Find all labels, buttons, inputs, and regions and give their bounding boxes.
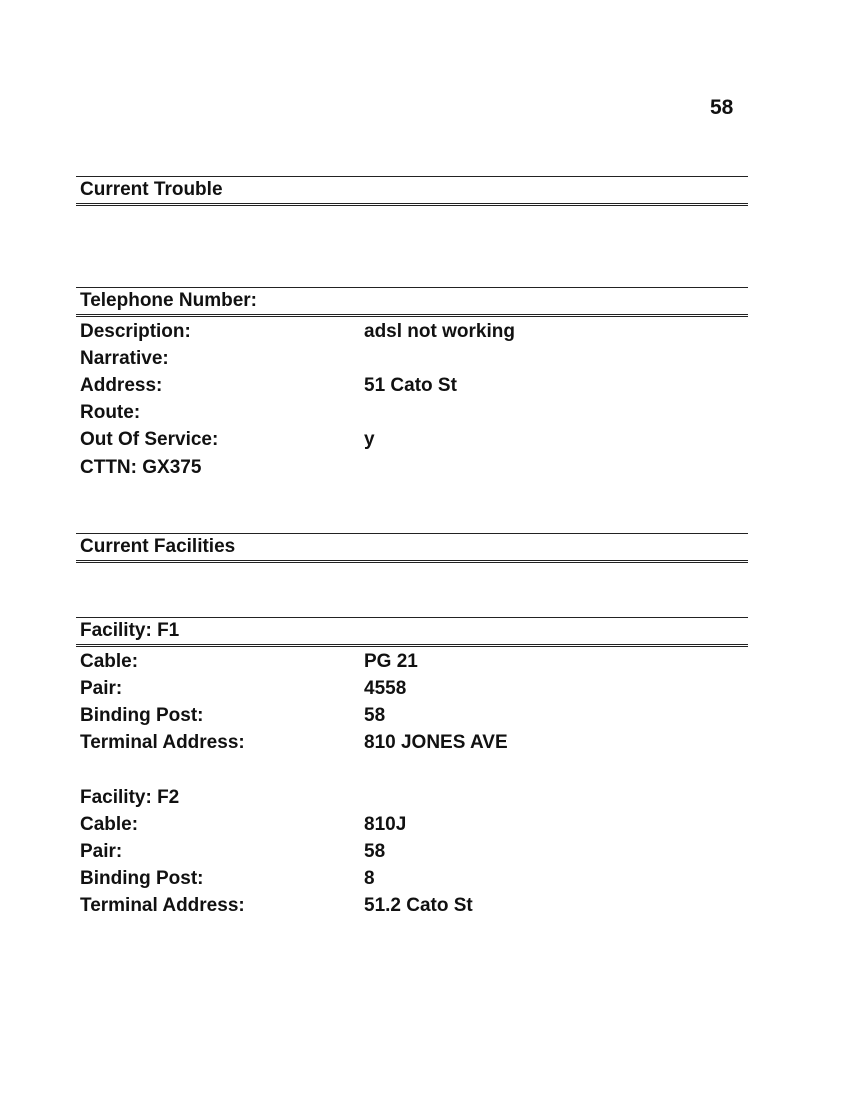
f1-pair-row xyxy=(80,675,744,702)
narrative-row xyxy=(80,345,744,372)
f2-terminal-address-value: 51.2 Cato St xyxy=(364,895,473,916)
f2-cable-value: 810J xyxy=(364,814,407,835)
cttn-label: CTTN: GX375 xyxy=(80,457,202,478)
facility-f1-header: Facility: F1 xyxy=(76,617,748,647)
narrative-label: Narrative: xyxy=(80,348,169,369)
current-facilities-header: Current Facilities xyxy=(76,533,748,563)
description-label: Description: xyxy=(80,321,191,342)
f1-terminal-address-label: Terminal Address: xyxy=(80,732,245,753)
f2-terminal-address-label: Terminal Address: xyxy=(80,895,245,916)
f1-terminal-address-value: 810 JONES AVE xyxy=(364,732,508,753)
f1-binding-post-label: Binding Post: xyxy=(80,705,204,726)
out-of-service-row xyxy=(80,426,744,453)
address-value: 51 Cato St xyxy=(364,375,457,396)
f1-cable-label: Cable: xyxy=(80,651,139,672)
address-label: Address: xyxy=(80,375,163,396)
f2-cable-row xyxy=(80,811,744,838)
page-number: 58 xyxy=(710,96,734,119)
facility-f2-title: Facility: F2 xyxy=(80,787,180,808)
f1-pair-value: 4558 xyxy=(364,678,407,699)
f1-pair-label: Pair: xyxy=(80,678,123,699)
cttn-row xyxy=(80,454,744,481)
f2-binding-post-value: 8 xyxy=(364,868,375,889)
out-of-service-value: y xyxy=(364,429,375,450)
f1-cable-row xyxy=(80,648,744,675)
f2-pair-value: 58 xyxy=(364,841,386,862)
f2-cable-label: Cable: xyxy=(80,814,139,835)
f1-terminal-address-row xyxy=(80,729,744,756)
f1-binding-post-value: 58 xyxy=(364,705,386,726)
route-label: Route: xyxy=(80,402,141,423)
f2-pair-row xyxy=(80,838,744,865)
description-value: adsl not working xyxy=(364,321,515,342)
description-row xyxy=(80,318,744,345)
current-trouble-header: Current Trouble xyxy=(76,176,748,206)
facility-f2-title-row xyxy=(80,784,744,811)
f1-binding-post-row xyxy=(80,702,744,729)
f2-terminal-address-row xyxy=(80,892,744,919)
telephone-number-header: Telephone Number: xyxy=(76,287,748,317)
out-of-service-label: Out Of Service: xyxy=(80,429,219,450)
address-row xyxy=(80,372,744,399)
f2-binding-post-label: Binding Post: xyxy=(80,868,204,889)
f2-binding-post-row xyxy=(80,865,744,892)
f2-pair-label: Pair: xyxy=(80,841,123,862)
f1-cable-value: PG 21 xyxy=(364,651,418,672)
route-row xyxy=(80,399,744,426)
